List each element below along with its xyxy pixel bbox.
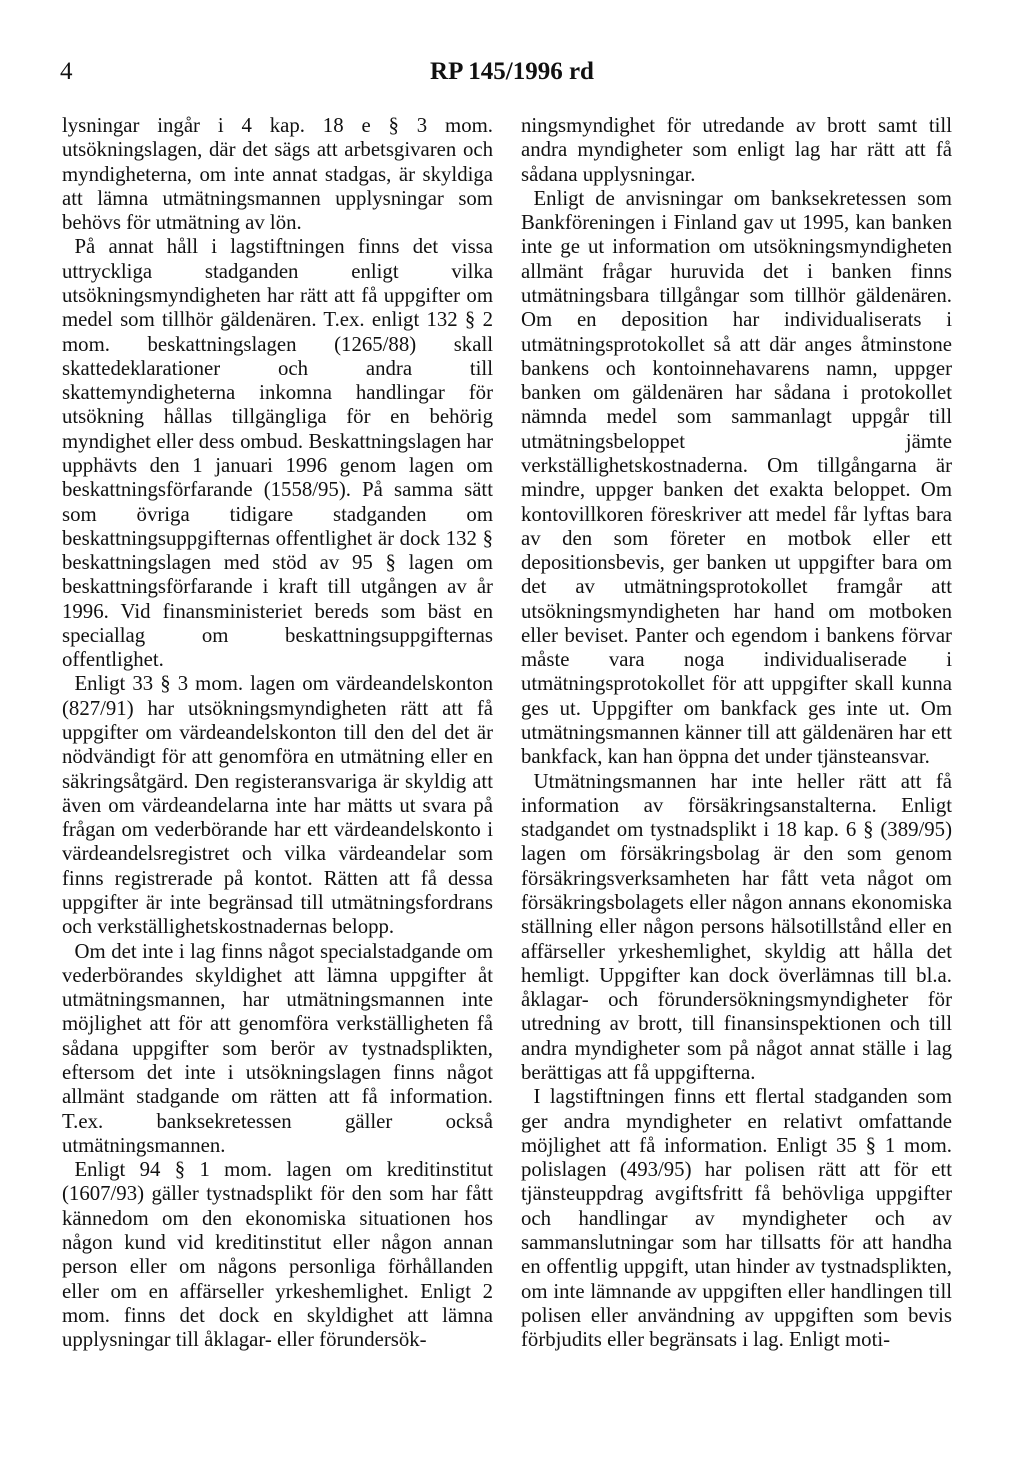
- paragraph: Enligt 33 § 3 mom. lagen om värdeandelskonton (827/91) har utsökningsmyndigheten rätt att få uppgifter om värdeandelskonton till den del det är nödvändigt för att genomföra en utmätning eller en säkringsåtgärd. Den registeransvariga är skyldig att även om värdeandelarna inte har mätts ut svara på frågan om vederbörande har ett värdeandelskonto i värdeandelsregistret och vilka värdeandelar som finns registrerade på kontot. Rätten att få dessa uppgifter är inte begränsad till utmätningsfordrans och verkställighetskostnadernas belopp.: [62, 672, 493, 939]
- page-number: 4: [60, 58, 73, 85]
- paragraph: Enligt 94 § 1 mom. lagen om kreditinstitut (1607/93) gäller tystnadsplikt för den som har fått kännedom om den ekonomiska situationen hos någon kund vid kreditinstitut eller någon annan person eller om någons personliga förhållanden eller om en affärseller yrkeshemlighet. Enligt 2 mom. finns det dock en skyldighet att lämna upplysningar till åklagar- eller förundersök-: [62, 1158, 493, 1352]
- paragraph: På annat håll i lagstiftningen finns det vissa uttryckliga stadganden enligt vilka utsökningsmyndigheten har rätt att få uppgifter om medel som tillhör gäldenären. T.ex. enligt 132 § 2 mom. beskattningslagen (1265/88) skall skattedeklarationer och andra till skattemyndigheterna inkomna handlingar för utsökning hållas tillgängliga för en behörig myndighet eller dess ombud. Beskattningslagen har upphävts den 1 januari 1996 genom lagen om beskattningsförfarande (1558/95). På samma sätt som övriga tidigare stadganden om beskattningsuppgifternas offentlighet är dock 132 § beskattningslagen med stöd av 95 § lagen om beskattningsförfarande i kraft till utgången av år 1996. Vid finansministeriet bereds som bäst en speciallag om beskattningsuppgifternas offentlighet.: [62, 235, 493, 672]
- right-text-column: [521, 114, 952, 1352]
- document-reference: RP 145/1996 rd: [430, 58, 594, 85]
- paragraph: lysningar ingår i 4 kap. 18 e § 3 mom. utsökningslagen, där det sägs att arbetsgivaren och myndigheterna, om inte annat stadgas, är skyldiga att lämna utmätningsmannen upplysningar som behövs för utmätning av lön.: [62, 114, 493, 235]
- paragraph: Utmätningsmannen har inte heller rätt att få information av försäkringsanstalterna. Enligt stadgandet om tystnadsplikt i 18 kap. 6 § (389/95) lagen om försäkringsbolag är den som genom försäkringsverksamheten har fått veta något om försäkringsbolagets eller någon annans ekonomiska ställning eller någon persons hälsotillstånd eller en affärseller yrkeshemlighet, skyldig att hålla det hemligt. Uppgifter kan dock överlämnas till bl.a. åklagar- och förundersökningsmyndigheter för utredning av brott, till finansinspektionen och till andra myndigheter som på något annat ställe i lag berättigas att få uppgifterna.: [521, 769, 952, 1084]
- paragraph: ningsmyndighet för utredande av brott samt till andra myndigheter som enligt lag har rätt att få sådana upplysningar.: [521, 114, 952, 186]
- paragraph: Enligt de anvisningar om banksekretessen som Bankföreningen i Finland gav ut 1995, kan banken inte ge ut information om utsökningsmyndigheten allmänt frågar huruvida det i banken finns utmätningsbara tillgångar som tillhör gäldenären. Om en deposition har individualiserats i utmätningsprotokollet så att där anges åtminstone bankens och kontoinnehavarens namn, uppger banken om gäldenären har sådana i protokollet nämnda medel som sammanlagt uppgår till utmätningsbeloppet jämte verkställighetskostnaderna. Om tillgångarna är mindre, uppger banken det exakta beloppet. Om kontovillkoren föreskriver att medel får lyftas bara av den som företer en motbok eller ett depositionsbevis, ger banken ut uppgifter bara om det av utmätningsprotokollet framgår att utsökningsmyndigheten har hand om motboken eller beviset. Panter och egendom i bankens förvar måste vara noga individualiserade i utmätningsprotokollet för att uppgifter skall kunna ges ut. Uppgifter om bankfack ges inte ut. Om utmätningsmannen känner till att gäldenären har ett bankfack, kan han öppna det under tjänsteansvar.: [521, 186, 952, 769]
- left-text-column: [62, 114, 493, 1352]
- paragraph: I lagstiftningen finns ett flertal stadganden som ger andra myndigheter en relativt omfattande möjlighet att få information. Enligt 35 § 1 mom. polislagen (493/95) har polisen rätt att för ett tjänsteuppdrag avgiftsfritt få behövliga uppgifter och handlingar av myndigheter och av sammanslutningar som har tillsatts för att handha en offentlig uppgift, utan hinder av tystnadsplikten, om inte lämnande av uppgiften eller handlingen till polisen eller användning av uppgiften som bevis förbjudits eller begränsats i lag. Enligt moti-: [521, 1085, 952, 1352]
- paragraph: Om det inte i lag finns något specialstadgande om vederbörandes skyldighet att lämna uppgifter åt utmätningsmannen, har utmätningsmannen inte möjlighet att för att genomföra verkställigheten få sådana uppgifter som berör av tystnadsplikten, eftersom det inte i utsökningslagen finns något allmänt stadgande om rätten att få information. T.ex. banksekretessen gäller också utmätningsmannen.: [62, 939, 493, 1157]
- page-header: [60, 58, 964, 98]
